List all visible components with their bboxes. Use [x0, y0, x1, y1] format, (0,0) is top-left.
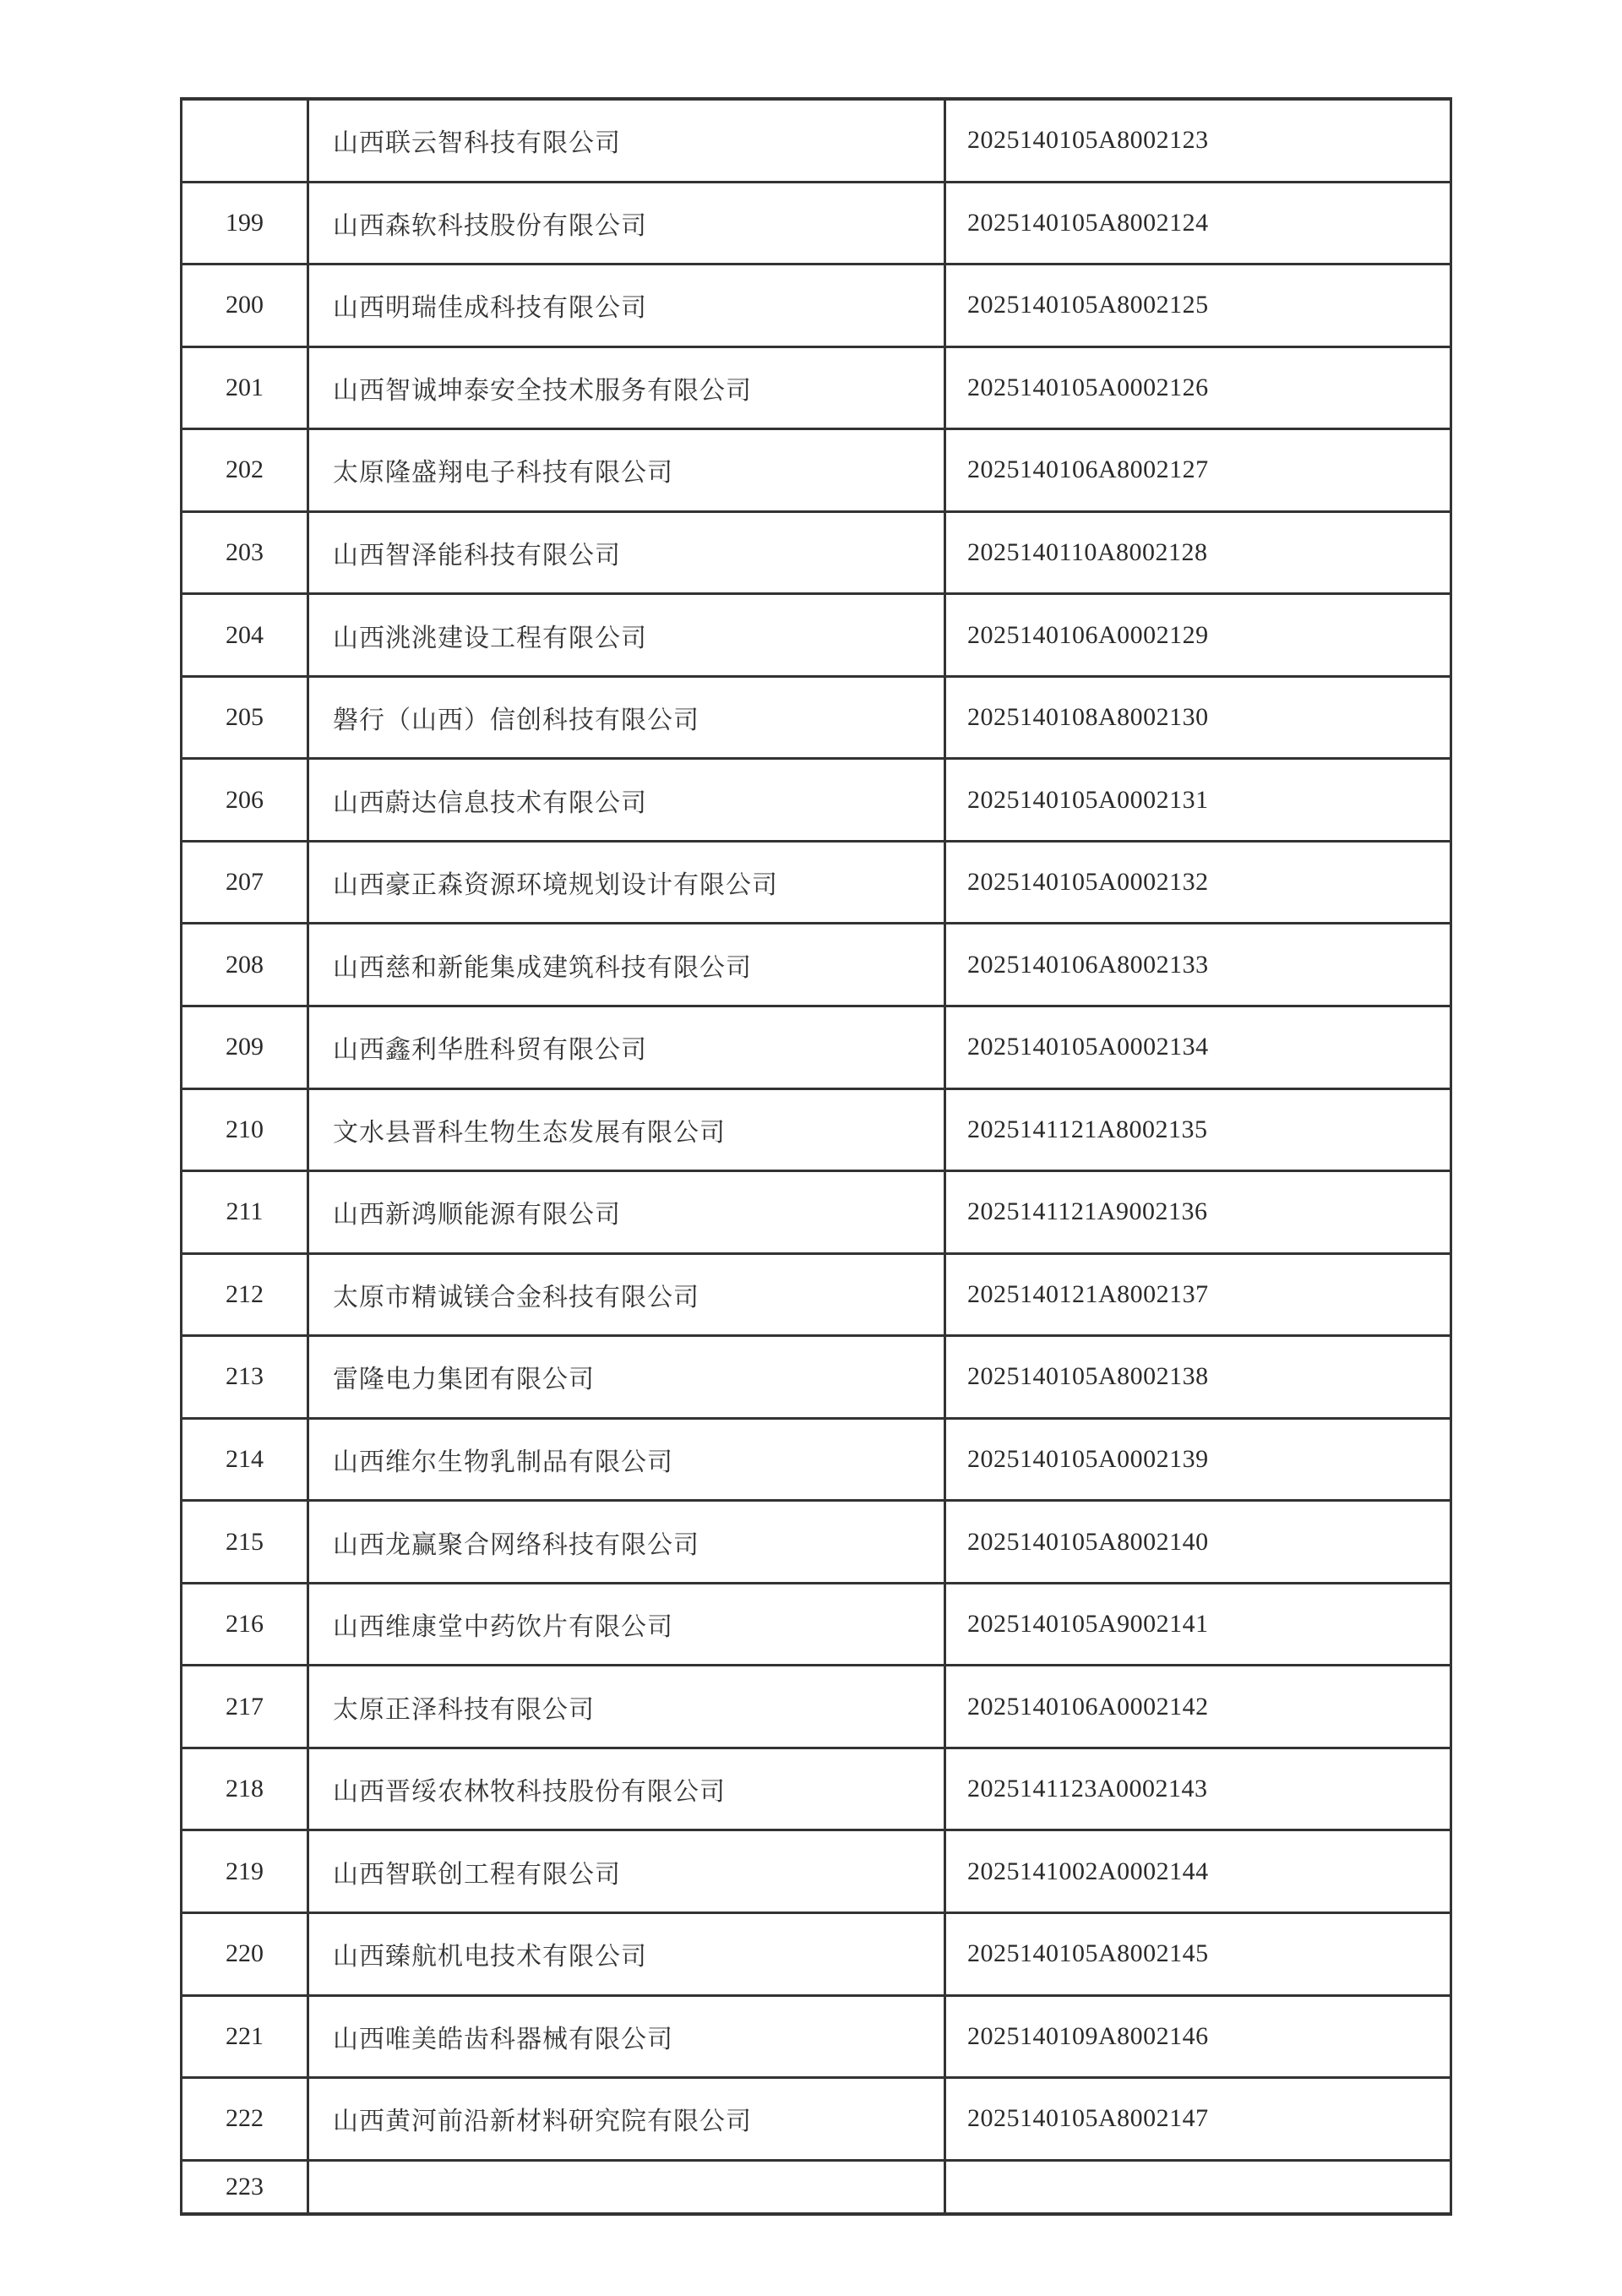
company-name-cell: 山西豪正森资源环境规划设计有限公司: [309, 843, 946, 923]
table-row: [182, 2079, 1450, 2162]
registration-code-cell: 2025140106A0002142: [967, 1692, 1209, 1721]
company-name-cell: 磐行（山西）信创科技有限公司: [309, 678, 946, 758]
registration-code-cell: 2025140106A8002127: [967, 455, 1209, 484]
index-cell: 209: [182, 1007, 309, 1088]
table-row: [182, 595, 1450, 678]
registration-code-cell: 2025140109A8002146: [967, 2021, 1209, 2050]
company-name-cell: 山西智联创工程有限公司: [309, 1831, 946, 1912]
registration-code-cell: 2025141123A0002143: [967, 1775, 1208, 1803]
registration-code-cell: 2025141002A0002144: [967, 1857, 1209, 1885]
index-cell: 203: [182, 513, 309, 593]
registration-code-cell: [946, 2162, 1450, 2212]
company-name-cell: [309, 2162, 946, 2212]
registration-code-cell: 2025140106A0002129: [967, 620, 1209, 649]
table-row: [182, 348, 1450, 431]
table-row: [182, 183, 1450, 266]
table-row: [182, 1914, 1450, 1997]
company-registry-table: [180, 97, 1452, 2216]
table-row: [182, 760, 1450, 843]
registration-code-cell: 2025140105A8002125: [967, 291, 1209, 319]
index-cell: 204: [182, 595, 309, 675]
company-name-cell: 山西维尔生物乳制品有限公司: [309, 1420, 946, 1500]
index-cell: 202: [182, 430, 309, 510]
registration-code-cell: 2025140105A8002138: [967, 1362, 1209, 1391]
index-cell: 207: [182, 843, 309, 923]
index-cell: 213: [182, 1337, 309, 1417]
registration-code-cell: 2025140105A8002140: [967, 1527, 1209, 1556]
registration-code-cell: 2025140105A0002126: [967, 373, 1209, 401]
table-row: [182, 1255, 1450, 1338]
table-row: [182, 1502, 1450, 1584]
table-row: [182, 924, 1450, 1007]
table-row: [182, 101, 1450, 183]
registration-code-cell: 2025140105A0002131: [967, 785, 1209, 814]
table-row: [182, 513, 1450, 596]
registration-code-cell: 2025140105A0002134: [967, 1033, 1209, 1061]
company-name-cell: 山西鑫利华胜科贸有限公司: [309, 1007, 946, 1088]
registration-code-cell: 2025141121A9002136: [967, 1197, 1208, 1226]
table-row: [182, 430, 1450, 513]
table-row: [182, 678, 1450, 761]
index-cell: 222: [182, 2079, 309, 2159]
company-name-cell: 山西新鸿顺能源有限公司: [309, 1172, 946, 1252]
registration-code-cell: 2025140110A8002128: [967, 538, 1208, 566]
table-row: [182, 1831, 1450, 1914]
table-row: [182, 1420, 1450, 1502]
company-name-cell: 山西蔚达信息技术有限公司: [309, 760, 946, 840]
table-row: [182, 1749, 1450, 1832]
index-cell: [182, 101, 309, 181]
registration-code-cell: 2025140105A8002145: [967, 1939, 1209, 1968]
registration-code-cell: 2025140105A0002139: [967, 1445, 1209, 1474]
registration-code-cell: 2025140121A8002137: [967, 1279, 1209, 1308]
index-cell: 219: [182, 1831, 309, 1912]
table-row: [182, 265, 1450, 348]
company-name-cell: 太原正泽科技有限公司: [309, 1666, 946, 1747]
index-cell: 217: [182, 1666, 309, 1747]
index-cell: 214: [182, 1420, 309, 1500]
index-cell: 208: [182, 924, 309, 1005]
registration-code-cell: 2025140105A9002141: [967, 1610, 1209, 1639]
registration-code-cell: 2025141121A8002135: [967, 1115, 1208, 1143]
table-row: [182, 2162, 1450, 2216]
index-cell: 220: [182, 1914, 309, 1994]
company-name-cell: 山西黄河前沿新材料研究院有限公司: [309, 2079, 946, 2159]
index-cell: 215: [182, 1502, 309, 1582]
table-row: [182, 843, 1450, 925]
table-row: [182, 1172, 1450, 1255]
registration-code-cell: 2025140106A8002133: [967, 950, 1209, 979]
company-name-cell: 山西洮洮建设工程有限公司: [309, 595, 946, 675]
company-name-cell: 太原隆盛翔电子科技有限公司: [309, 430, 946, 510]
index-cell: 199: [182, 183, 309, 264]
index-cell: 216: [182, 1584, 309, 1665]
company-name-cell: 雷隆电力集团有限公司: [309, 1337, 946, 1417]
registration-code-cell: 2025140105A8002147: [967, 2104, 1209, 2133]
table-row: [182, 1337, 1450, 1420]
company-name-cell: 山西智诚坤泰安全技术服务有限公司: [309, 348, 946, 428]
company-name-cell: 山西唯美皓齿科器械有限公司: [309, 1997, 946, 2077]
table-row: [182, 1997, 1450, 2080]
index-cell: 201: [182, 348, 309, 428]
index-cell: 211: [182, 1172, 309, 1252]
registration-code-cell: 2025140108A8002130: [967, 703, 1209, 732]
company-name-cell: 山西晋绥农林牧科技股份有限公司: [309, 1749, 946, 1830]
company-name-cell: 山西智泽能科技有限公司: [309, 513, 946, 593]
index-cell: 210: [182, 1090, 309, 1170]
company-name-cell: 山西龙赢聚合网络科技有限公司: [309, 1502, 946, 1582]
company-name-cell: 山西联云智科技有限公司: [309, 101, 946, 181]
index-cell: 221: [182, 1997, 309, 2077]
company-name-cell: 山西慈和新能集成建筑科技有限公司: [309, 924, 946, 1005]
table-row: [182, 1090, 1450, 1173]
table-row: [182, 1584, 1450, 1667]
index-cell: 205: [182, 678, 309, 758]
company-name-cell: 山西明瑞佳成科技有限公司: [309, 265, 946, 346]
index-cell: 206: [182, 760, 309, 840]
company-name-cell: 山西维康堂中药饮片有限公司: [309, 1584, 946, 1665]
company-name-cell: 山西臻航机电技术有限公司: [309, 1914, 946, 1994]
registration-code-cell: 2025140105A8002123: [967, 126, 1209, 155]
index-cell: 223: [182, 2162, 309, 2212]
registration-code-cell: 2025140105A8002124: [967, 208, 1209, 237]
index-cell: 200: [182, 265, 309, 346]
company-name-cell: 太原市精诚镁合金科技有限公司: [309, 1255, 946, 1335]
index-cell: 218: [182, 1749, 309, 1830]
table-row: [182, 1666, 1450, 1749]
registration-code-cell: 2025140105A0002132: [967, 868, 1209, 897]
company-name-cell: 山西森软科技股份有限公司: [309, 183, 946, 264]
table-row: [182, 1007, 1450, 1090]
company-name-cell: 文水县晋科生物生态发展有限公司: [309, 1090, 946, 1170]
index-cell: 212: [182, 1255, 309, 1335]
